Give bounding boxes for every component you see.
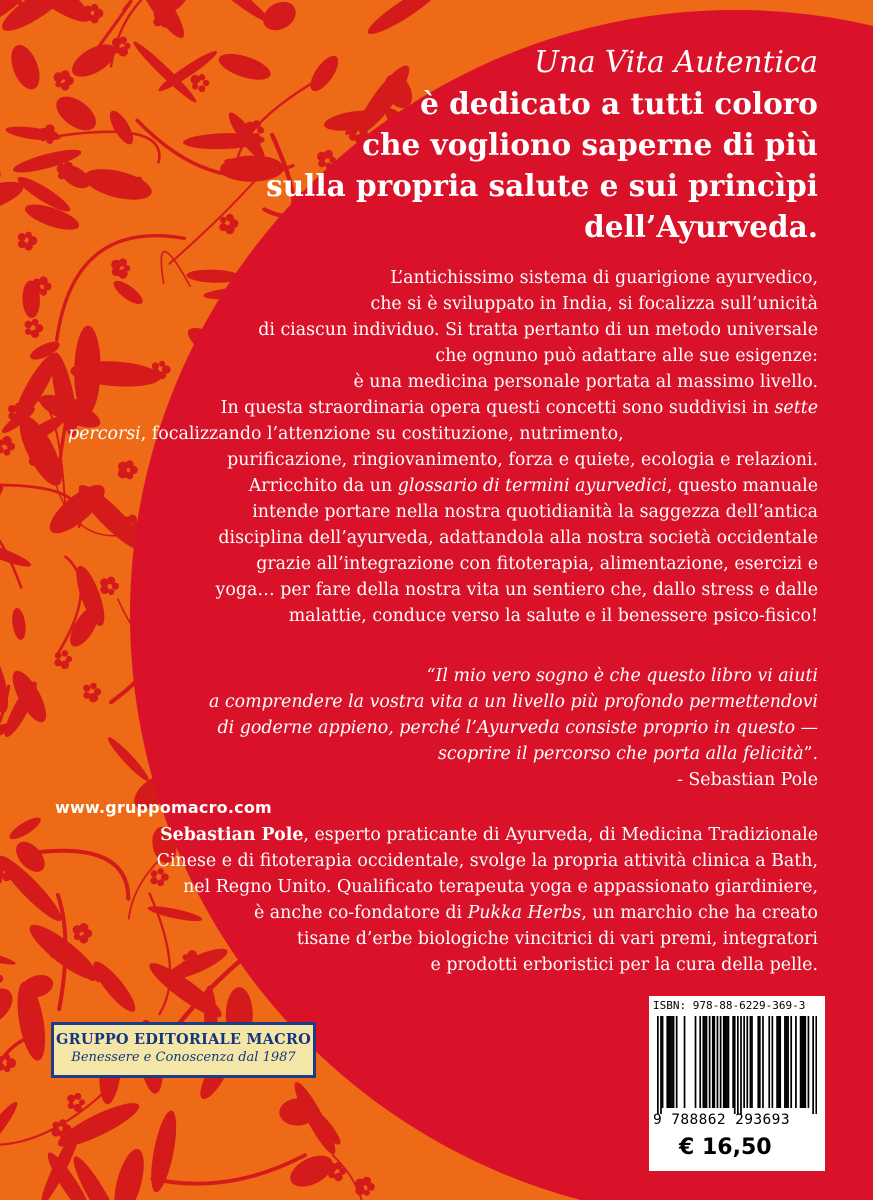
description <box>18 265 818 629</box>
isbn-text: ISBN: 978-88-6229-369-3 <box>653 999 806 1012</box>
description-emphasis: sette <box>774 398 818 418</box>
headline-line: dell’Ayurveda. <box>584 209 818 244</box>
author-name: Sebastian Pole <box>160 825 304 845</box>
description-line: che ognuno può adattare alle sue esigenze: <box>435 346 818 366</box>
publisher-logo <box>51 1022 316 1078</box>
bio-text: è anche co-fondatore di <box>253 903 468 923</box>
headline-line: che vogliono saperne di più <box>362 127 818 162</box>
bio-line: Cinese e di fitoterapia occidentale, svolge la propria attività clinica a Bath, <box>156 851 818 871</box>
description-line: è una medicina personale portata al massimo livello. <box>353 372 818 392</box>
ean-digits: 9 788862 293693 <box>653 1112 790 1128</box>
description-line: disciplina dell’ayurveda, adattandola alla nostra società occidentale <box>218 528 818 548</box>
description-emphasis: percorsi <box>68 424 141 444</box>
headline <box>98 42 818 247</box>
author-bio <box>18 822 818 978</box>
bio-line <box>18 900 818 926</box>
description-line: grazie all’integrazione con fitoterapia, alimentazione, esercizi e <box>256 554 818 574</box>
bio-text: , esperto praticante di Ayurveda, di Medicina Tradizionale <box>303 825 818 845</box>
publisher-name: GRUPPO EDITORIALE MACRO <box>56 1031 311 1048</box>
description-line <box>18 421 818 447</box>
headline-line: sulla propria salute e sui princìpi <box>266 168 818 203</box>
quote-line <box>58 741 818 767</box>
description-line: purificazione, ringiovanimento, forza e quiete, ecologia e relazioni. <box>227 450 818 470</box>
quote-line: di goderne appieno, perché l’Ayurveda consiste proprio in questo — <box>217 718 818 738</box>
bio-line: nel Regno Unito. Qualificato terapeuta yoga e appassionato giardiniere, <box>183 877 818 897</box>
bio-line: e prodotti erboristici per la cura della pelle. <box>430 955 818 975</box>
author-quote <box>58 663 818 793</box>
description-line: malattie, conduce verso la salute e il benessere psico-fisico! <box>288 606 818 626</box>
bio-text: , un marchio che ha creato <box>581 903 818 923</box>
description-line: di ciascun individuo. Si tratta pertanto di un metodo universale <box>258 320 818 340</box>
barcode-icon <box>657 1016 817 1114</box>
description-line: yoga… per fare della nostra vita un sentiero che, dallo stress e dalle <box>215 580 818 600</box>
price: € 16,50 <box>679 1135 772 1160</box>
description-line: che si è sviluppato in India, si focalizza sull’unicità <box>370 294 818 314</box>
quote-text: scoprire il percorso che porta alla felicità <box>438 744 804 764</box>
publisher-website-link[interactable]: www.gruppomacro.com <box>55 798 272 817</box>
quote-line: a comprendere la vostra vita a un livello più profondo permettendovi <box>209 692 818 712</box>
quote-line: “Il mio vero sogno è che questo libro vi aiuti <box>426 666 818 686</box>
description-text: , questo manuale <box>666 476 818 496</box>
description-emphasis: glossario di termini ayurvedici <box>397 476 667 496</box>
description-line <box>18 473 818 499</box>
bio-line: tisane d’erbe biologiche vincitrici di vari premi, integratori <box>296 929 818 949</box>
brand-name: Pukka Herbs <box>467 903 582 923</box>
description-text: , focalizzando l’attenzione su costituzione, nutrimento, <box>140 424 624 444</box>
description-text: In questa straordinaria opera questi concetti sono suddivisi in <box>220 398 775 418</box>
barcode-label <box>649 996 825 1171</box>
description-line: L’antichissimo sistema di guarigione ayurvedico, <box>390 268 818 288</box>
quote-end-mark: ”. <box>803 744 818 764</box>
book-title: Una Vita Autentica <box>534 45 818 79</box>
publisher-tagline: Benessere e Conoscenza dal 1987 <box>71 1050 296 1065</box>
description-line <box>18 395 818 421</box>
description-line: intende portare nella nostra quotidianità la saggezza dell’antica <box>252 502 818 522</box>
headline-line: è dedicato a tutti coloro <box>420 86 818 121</box>
bio-line <box>18 822 818 848</box>
description-text: Arricchito da un <box>248 476 398 496</box>
quote-attribution: - Sebastian Pole <box>676 770 818 790</box>
